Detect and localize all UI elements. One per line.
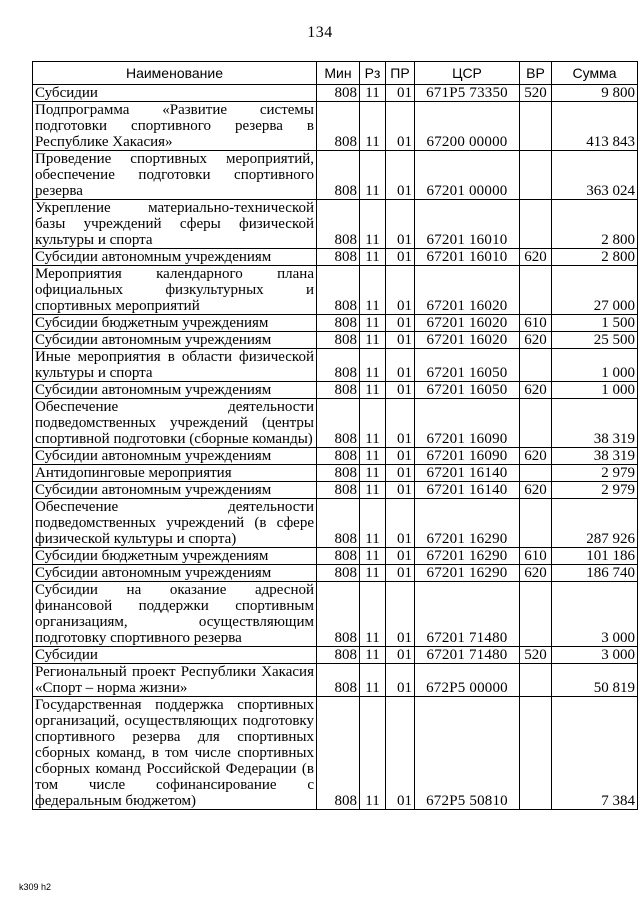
cell-name: Региональный проект Республики Хакасия «Спорт – норма жизни» [33, 664, 317, 697]
cell-pr: 01 [386, 565, 415, 582]
cell-rz: 11 [360, 249, 386, 266]
cell-pr: 01 [386, 315, 415, 332]
cell-vr [520, 151, 552, 200]
table-row [33, 382, 638, 399]
cell-csr: 672P5 00000 [415, 664, 520, 697]
cell-pr: 01 [386, 582, 415, 647]
table-row [33, 151, 638, 200]
cell-vr [520, 399, 552, 448]
cell-pr: 01 [386, 249, 415, 266]
table-header-row [33, 62, 638, 85]
table-row [33, 465, 638, 482]
cell-sum: 2 800 [552, 200, 638, 249]
cell-name: Субсидии автономным учреждениям [33, 482, 317, 499]
cell-rz: 11 [360, 315, 386, 332]
cell-vr [520, 349, 552, 382]
cell-name: Субсидии автономным учреждениям [33, 249, 317, 266]
cell-min: 808 [317, 249, 360, 266]
cell-pr: 01 [386, 382, 415, 399]
cell-csr: 67201 16090 [415, 448, 520, 465]
page-number: 134 [307, 24, 333, 41]
cell-name: Подпрограмма «Развитие системы подготовки спортивного резерва в Республике Хакасия» [33, 102, 317, 151]
cell-vr: 520 [520, 647, 552, 664]
header-name: Наименование [33, 62, 317, 85]
cell-pr: 01 [386, 266, 415, 315]
table-row [33, 664, 638, 697]
cell-csr: 671P5 73350 [415, 85, 520, 102]
cell-sum: 101 186 [552, 548, 638, 565]
cell-rz: 11 [360, 465, 386, 482]
cell-min: 808 [317, 664, 360, 697]
cell-rz: 11 [360, 582, 386, 647]
cell-sum: 363 024 [552, 151, 638, 200]
cell-rz: 11 [360, 382, 386, 399]
cell-name: Субсидии автономным учреждениям [33, 332, 317, 349]
cell-name: Укрепление материально-технической базы учреждений сферы физической культуры и спорта [33, 200, 317, 249]
table-row [33, 482, 638, 499]
cell-name: Государственная поддержка спортивных организаций, осуществляющих подготовку спортивного резерва для спортивных сборных команд, в том числе спортивных сборных команд Российской Федерации (в том числе софинансирование с федеральным бюджетом) [33, 697, 317, 810]
cell-min: 808 [317, 151, 360, 200]
cell-name: Субсидии [33, 85, 317, 102]
cell-vr: 620 [520, 482, 552, 499]
table-row [33, 315, 638, 332]
table-row [33, 582, 638, 647]
table-row [33, 647, 638, 664]
header-pr: ПР [386, 62, 415, 85]
cell-csr: 67201 16050 [415, 382, 520, 399]
cell-rz: 11 [360, 647, 386, 664]
cell-vr: 620 [520, 448, 552, 465]
cell-pr: 01 [386, 332, 415, 349]
cell-csr: 67201 71480 [415, 647, 520, 664]
cell-rz: 11 [360, 102, 386, 151]
cell-sum: 1 000 [552, 349, 638, 382]
cell-rz: 11 [360, 448, 386, 465]
cell-sum: 9 800 [552, 85, 638, 102]
cell-sum: 27 000 [552, 266, 638, 315]
table-row [33, 548, 638, 565]
cell-sum: 25 500 [552, 332, 638, 349]
cell-name: Субсидии бюджетным учреждениям [33, 548, 317, 565]
cell-pr: 01 [386, 499, 415, 548]
cell-vr [520, 102, 552, 151]
header-rz: Рз [360, 62, 386, 85]
table-row [33, 266, 638, 315]
cell-min: 808 [317, 565, 360, 582]
cell-pr: 01 [386, 548, 415, 565]
cell-min: 808 [317, 200, 360, 249]
budget-table [32, 61, 638, 810]
cell-min: 808 [317, 399, 360, 448]
cell-csr: 67201 16010 [415, 200, 520, 249]
cell-sum: 287 926 [552, 499, 638, 548]
cell-csr: 67201 16290 [415, 565, 520, 582]
cell-min: 808 [317, 465, 360, 482]
cell-name: Субсидии бюджетным учреждениям [33, 315, 317, 332]
cell-csr: 67201 16090 [415, 399, 520, 448]
cell-sum: 186 740 [552, 565, 638, 582]
cell-vr [520, 582, 552, 647]
table-row [33, 249, 638, 266]
cell-pr: 01 [386, 200, 415, 249]
cell-pr: 01 [386, 647, 415, 664]
cell-csr: 67201 16290 [415, 499, 520, 548]
cell-csr: 67201 16140 [415, 465, 520, 482]
cell-vr: 610 [520, 548, 552, 565]
header-vr: ВР [520, 62, 552, 85]
cell-name: Субсидии [33, 647, 317, 664]
cell-vr [520, 697, 552, 810]
cell-sum: 2 800 [552, 249, 638, 266]
cell-min: 808 [317, 85, 360, 102]
cell-vr [520, 664, 552, 697]
cell-pr: 01 [386, 697, 415, 810]
table-row [33, 448, 638, 465]
cell-vr: 620 [520, 249, 552, 266]
cell-sum: 3 000 [552, 647, 638, 664]
cell-sum: 7 384 [552, 697, 638, 810]
cell-name: Субсидии автономным учреждениям [33, 565, 317, 582]
cell-min: 808 [317, 697, 360, 810]
cell-sum: 2 979 [552, 482, 638, 499]
cell-vr [520, 200, 552, 249]
cell-csr: 67201 16290 [415, 548, 520, 565]
cell-name: Иные мероприятия в области физической культуры и спорта [33, 349, 317, 382]
cell-min: 808 [317, 315, 360, 332]
cell-sum: 413 843 [552, 102, 638, 151]
cell-csr: 67200 00000 [415, 102, 520, 151]
cell-csr: 67201 16140 [415, 482, 520, 499]
cell-min: 808 [317, 499, 360, 548]
cell-rz: 11 [360, 266, 386, 315]
table-row [33, 399, 638, 448]
cell-min: 808 [317, 382, 360, 399]
table-row [33, 200, 638, 249]
cell-name: Субсидии автономным учреждениям [33, 448, 317, 465]
header-sum: Сумма [552, 62, 638, 85]
cell-min: 808 [317, 266, 360, 315]
cell-vr [520, 465, 552, 482]
cell-pr: 01 [386, 664, 415, 697]
table-row [33, 85, 638, 102]
cell-pr: 01 [386, 482, 415, 499]
cell-csr: 67201 16010 [415, 249, 520, 266]
table-row [33, 102, 638, 151]
header-min: Мин [317, 62, 360, 85]
cell-min: 808 [317, 482, 360, 499]
cell-rz: 11 [360, 565, 386, 582]
cell-min: 808 [317, 448, 360, 465]
cell-rz: 11 [360, 85, 386, 102]
cell-name: Антидопинговые мероприятия [33, 465, 317, 482]
cell-pr: 01 [386, 448, 415, 465]
table-row [33, 565, 638, 582]
cell-vr: 520 [520, 85, 552, 102]
cell-vr: 620 [520, 332, 552, 349]
cell-csr: 67201 16020 [415, 315, 520, 332]
cell-rz: 11 [360, 200, 386, 249]
cell-csr: 67201 00000 [415, 151, 520, 200]
cell-vr [520, 499, 552, 548]
cell-min: 808 [317, 349, 360, 382]
cell-rz: 11 [360, 697, 386, 810]
cell-sum: 1 000 [552, 382, 638, 399]
cell-csr: 672P5 50810 [415, 697, 520, 810]
table-row [33, 349, 638, 382]
cell-name: Проведение спортивных мероприятий, обеспечение подготовки спортивного резерва [33, 151, 317, 200]
cell-rz: 11 [360, 499, 386, 548]
cell-rz: 11 [360, 349, 386, 382]
cell-pr: 01 [386, 151, 415, 200]
cell-pr: 01 [386, 85, 415, 102]
table-row [33, 499, 638, 548]
cell-rz: 11 [360, 482, 386, 499]
cell-sum: 38 319 [552, 448, 638, 465]
cell-name: Обеспечение деятельности подведомственных учреждений (в сфере физической культуры и спорта) [33, 499, 317, 548]
cell-pr: 01 [386, 349, 415, 382]
cell-sum: 38 319 [552, 399, 638, 448]
cell-name: Обеспечение деятельности подведомственных учреждений (центры спортивной подготовки (сборные команды) [33, 399, 317, 448]
cell-sum: 3 000 [552, 582, 638, 647]
cell-pr: 01 [386, 102, 415, 151]
cell-csr: 67201 71480 [415, 582, 520, 647]
cell-csr: 67201 16050 [415, 349, 520, 382]
cell-min: 808 [317, 332, 360, 349]
cell-vr: 620 [520, 565, 552, 582]
cell-min: 808 [317, 102, 360, 151]
header-csr: ЦСР [415, 62, 520, 85]
cell-min: 808 [317, 548, 360, 565]
cell-rz: 11 [360, 151, 386, 200]
cell-sum: 2 979 [552, 465, 638, 482]
cell-pr: 01 [386, 465, 415, 482]
cell-sum: 1 500 [552, 315, 638, 332]
cell-min: 808 [317, 582, 360, 647]
cell-name: Субсидии на оказание адресной финансовой поддержки спортивным организациям, осуществляющим подготовку спортивного резерва [33, 582, 317, 647]
footer-code: k309 h2 [19, 882, 52, 892]
cell-rz: 11 [360, 548, 386, 565]
cell-pr: 01 [386, 399, 415, 448]
table-row [33, 332, 638, 349]
cell-rz: 11 [360, 399, 386, 448]
cell-rz: 11 [360, 332, 386, 349]
cell-name: Мероприятия календарного плана официальных физкультурных и спортивных мероприятий [33, 266, 317, 315]
cell-csr: 67201 16020 [415, 332, 520, 349]
cell-rz: 11 [360, 664, 386, 697]
cell-vr: 610 [520, 315, 552, 332]
cell-csr: 67201 16020 [415, 266, 520, 315]
cell-vr [520, 266, 552, 315]
cell-vr: 620 [520, 382, 552, 399]
table-body [33, 85, 638, 810]
cell-sum: 50 819 [552, 664, 638, 697]
cell-name: Субсидии автономным учреждениям [33, 382, 317, 399]
cell-min: 808 [317, 647, 360, 664]
table-row [33, 697, 638, 810]
